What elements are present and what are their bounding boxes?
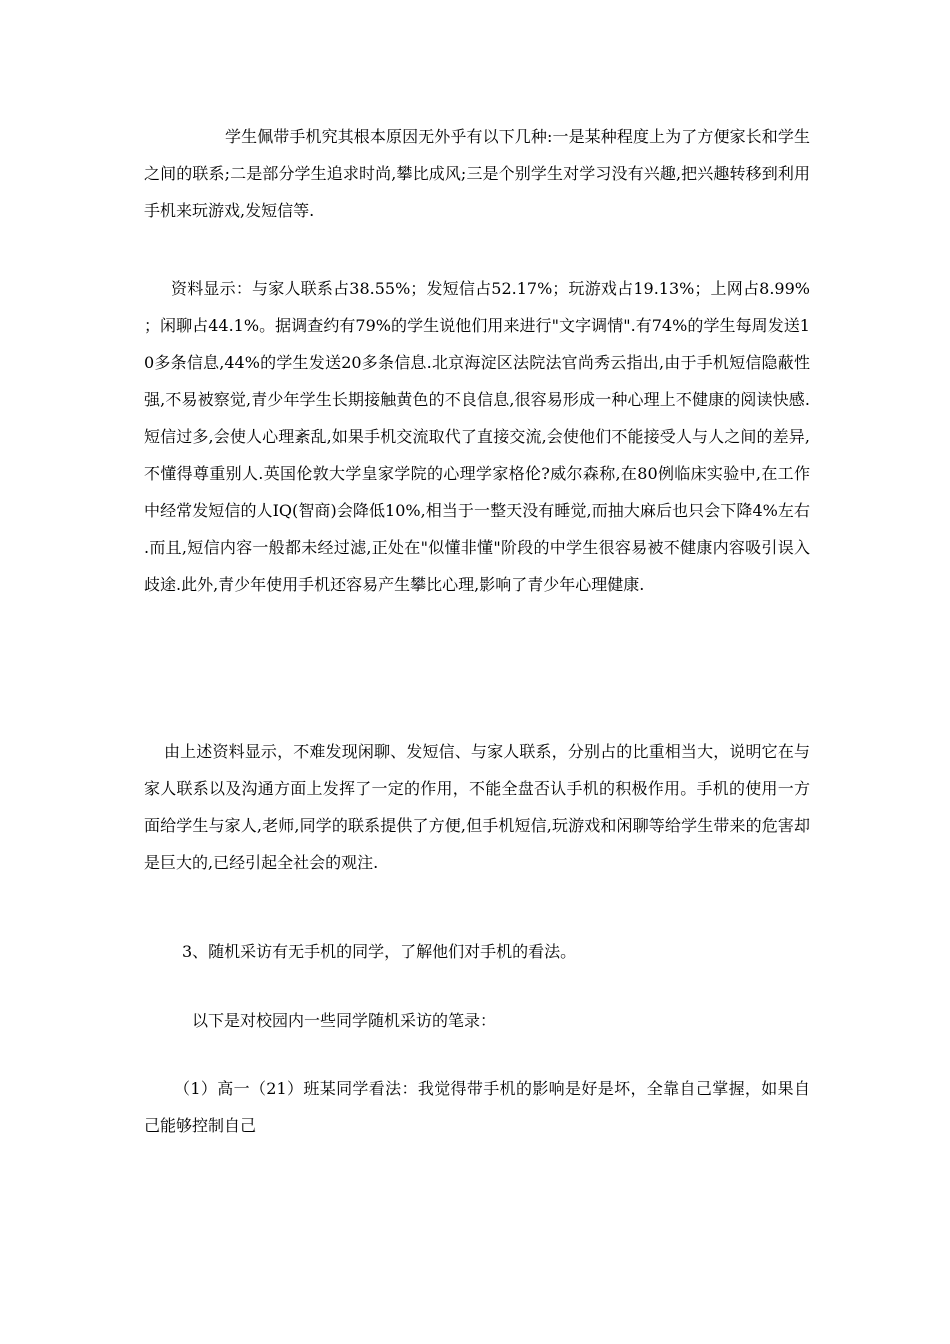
section-heading-interviews: 3、随机采访有无手机的同学，了解他们对手机的看法。 bbox=[182, 942, 577, 961]
paragraph-reasons: 学生佩带手机究其根本原因无外乎有以下几种:一是某种程度上为了方便家长和学生之间的联系;二是部分学生追求时尚,攀比成风;三是个别学生对学习没有兴趣,把兴趣转移到利用手机来玩游戏,发短信等. bbox=[144, 127, 810, 220]
paragraph-statistics: 资料显示：与家人联系占38.55%；发短信占52.17%；玩游戏占19.13%；上网占8.99%；闲聊占44.1%。据调查约有79%的学生说他们用来进行"文字调情".有74%的学生每周发送10多条信息,44%的学生发送20多条信息.北京海淀区法院法官尚秀云指出,由于手机短信隐蔽性强,不易被察觉,青少年学生长期接触黄色的不良信息,很容易形成一种心理上不健康的阅读快感.短信过多,会使人心理紊乱,如果手机交流取代了直接交流,会使他们不能接受人与人之间的差异,不懂得尊重别人.英国伦敦大学皇家学院的心理学家格伦?威尔森称,在80例临床实验中,在工作中经常发短信的人IQ(智商)会降低10%,相当于一整天没有睡觉,而抽大麻后也只会下降4%左右.而且,短信内容一般都未经过滤,正处在"似懂非懂"阶段的中学生很容易被不健康内容吸引误入歧途.此外,青少年使用手机还容易产生攀比心理,影响了青少年心理健康. bbox=[144, 279, 810, 594]
paragraph-analysis: 由上述资料显示，不难发现闲聊、发短信、与家人联系，分别占的比重相当大，说明它在与家人联系以及沟通方面上发挥了一定的作用，不能全盘否认手机的积极作用。手机的使用一方面给学生与家人,老师,同学的联系提供了方便,但手机短信,玩游戏和闲聊等给学生带来的危害却是巨大的,已经引起全社会的观注. bbox=[144, 742, 810, 872]
paragraph-interview-1: （1）高一（21）班某同学看法：我觉得带手机的影响是好是坏，全靠自己掌握，如果自己能够控制自己 bbox=[144, 1079, 810, 1135]
paragraph-interview-intro: 以下是对校园内一些同学随机采访的笔录： bbox=[192, 1011, 497, 1030]
